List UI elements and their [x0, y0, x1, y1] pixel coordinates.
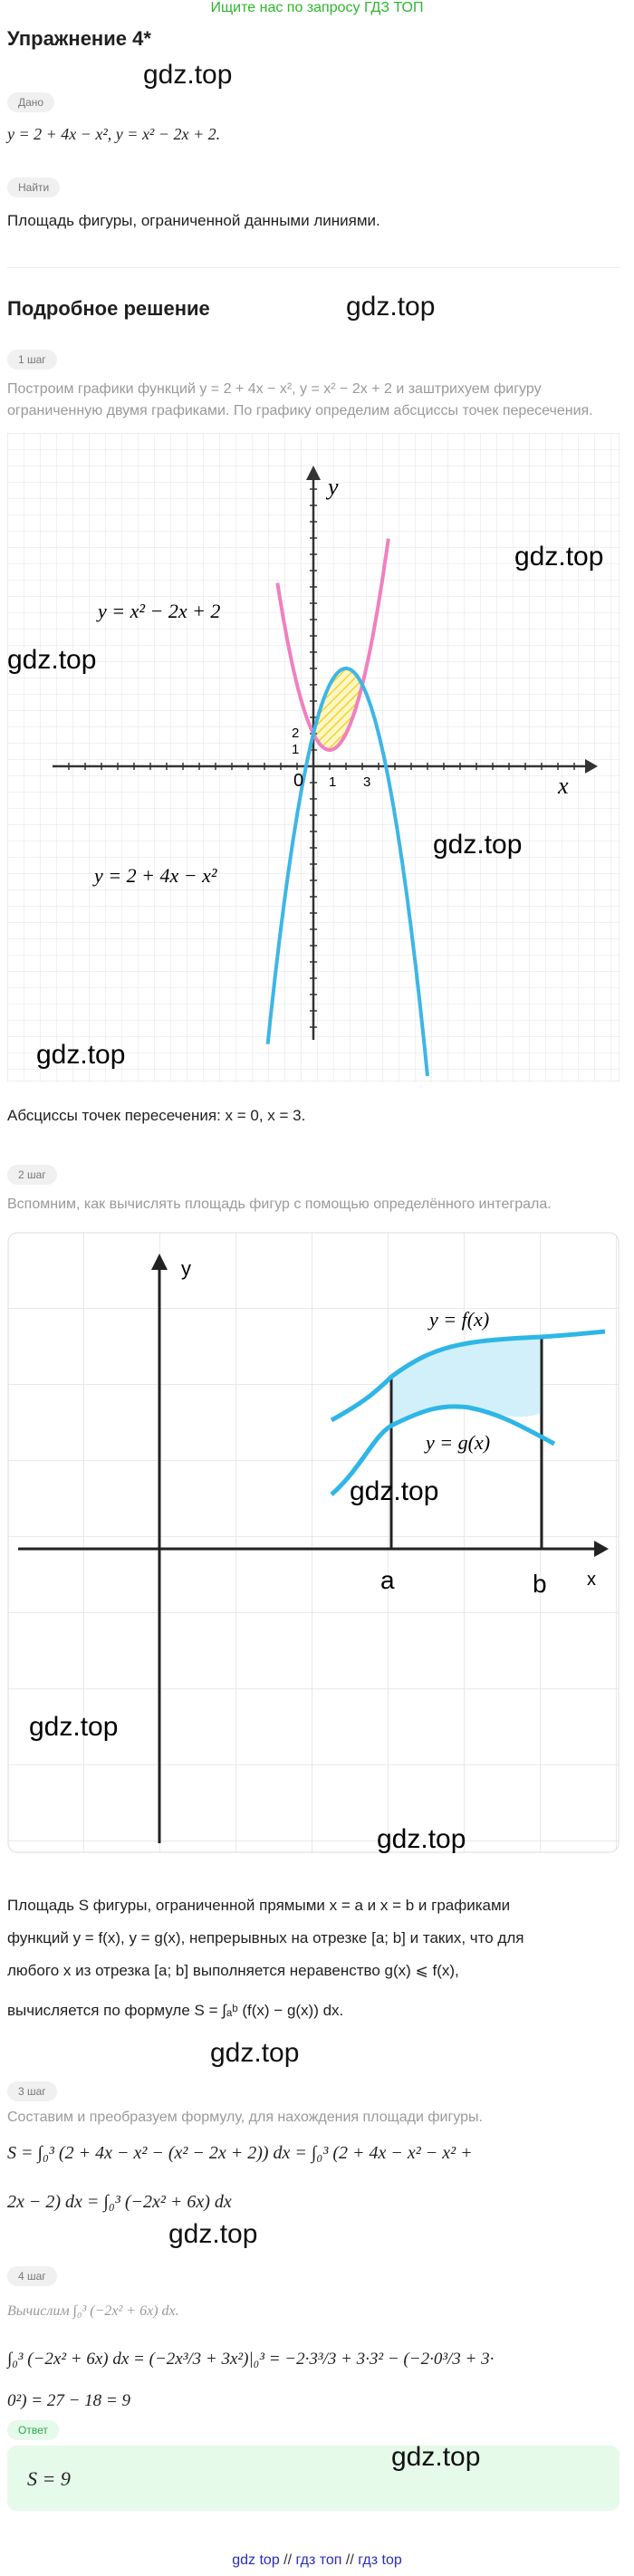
- watermark: gdz.top: [433, 830, 523, 860]
- footer-link-3[interactable]: гдз top: [358, 2552, 402, 2568]
- tick-label-1: 1: [329, 774, 337, 790]
- answer-value: S = 9: [27, 2467, 71, 2490]
- y-axis-label: y: [181, 1257, 191, 1280]
- step3-formula-1: S = ∫₀³ (2 + 4x − x² − (x² − 2x + 2)) dx = ∫₀³ (2 + 4x − x² − x² +: [7, 2143, 473, 2163]
- page-title: Упражнение 4*: [7, 27, 151, 50]
- label-a: a: [380, 1566, 395, 1594]
- step2-text: Вспомним, как вычислять площадь фигур с помощью определённого интеграла.: [7, 1197, 552, 1212]
- label-g: y = g(x): [426, 1431, 491, 1454]
- abscissas-text: Абсциссы точек пересечения: x = 0, x = 3.: [7, 1107, 306, 1124]
- label-b: b: [533, 1570, 547, 1598]
- step1-pill: 1 шаг: [7, 350, 57, 370]
- find-pill: Найти: [7, 178, 60, 197]
- answer-box: [7, 2446, 620, 2511]
- origin-label: 0: [293, 771, 304, 791]
- x-axis-label: x: [587, 1570, 596, 1590]
- solution-title: Подробное решение: [7, 297, 210, 320]
- footer-separator: //: [345, 2552, 354, 2568]
- theory-line-4: вычисляется по формуле S = ∫ₐᵇ (f(x) − g(x)) dx.: [7, 2002, 344, 2019]
- step3-text: Составим и преобразуем формулу, для нахождения площади фигуры.: [7, 2110, 483, 2125]
- footer-link-2[interactable]: гдз топ: [295, 2552, 342, 2568]
- watermark: gdz.top: [29, 1712, 119, 1742]
- footer-link-1[interactable]: gdz top: [232, 2552, 280, 2568]
- answer-pill: Ответ: [7, 2420, 59, 2440]
- top-banner[interactable]: Ищите нас по запросу ГДЗ ТОП: [210, 0, 424, 15]
- step4-pill: 4 шаг: [7, 2266, 57, 2286]
- y-tick-label-1: 1: [292, 742, 300, 757]
- graph-integral: [7, 1232, 620, 1853]
- y-axis-label: y: [328, 474, 339, 500]
- step1-text: Построим графики функций y = 2 + 4x − x², y = x² − 2x + 2 и заштрихуем фигуру ограниченную двумя графиками. По графику определим абсциссы точек пересечения.: [7, 381, 593, 418]
- step3-pill: 3 шаг: [7, 2081, 57, 2101]
- graph-parabolas: [7, 433, 620, 1081]
- watermark: gdz.top: [377, 1824, 466, 1853]
- theory-line-2: функций y = f(x), y = g(x), непрерывных на отрезке [a; b] и таких, что для: [7, 1929, 524, 1946]
- y-tick-label-2: 2: [292, 726, 300, 741]
- step3-formula-2: 2x − 2) dx = ∫₀³ (−2x² + 6x) dx: [7, 2192, 232, 2212]
- theory-line-3: любого x из отрезка [a; b] выполняется неравенство g(x) ⩽ f(x),: [7, 1962, 459, 1979]
- given-pill: Дано: [7, 92, 54, 112]
- find-text: Площадь фигуры, ограниченной данными линиями.: [7, 212, 380, 229]
- theory-line-1: Площадь S фигуры, ограниченной прямыми x = a и x = b и графиками: [7, 1897, 511, 1914]
- graph-grid: [8, 1233, 619, 1852]
- footer-links: [0, 2552, 634, 2569]
- step4-formula-2: 0²) = 27 − 18 = 9: [7, 2391, 130, 2410]
- watermark: gdz.top: [143, 60, 233, 90]
- label-parabola-f: y = x² − 2x + 2: [98, 600, 221, 622]
- watermark: gdz.top: [346, 292, 436, 322]
- given-equations: y = 2 + 4x − x², y = x² − 2x + 2.: [7, 125, 221, 143]
- watermark: gdz.top: [350, 1476, 439, 1506]
- watermark: gdz.top: [210, 2038, 300, 2068]
- x-axis-label: x: [558, 773, 569, 799]
- watermark: gdz.top: [36, 1040, 126, 1070]
- footer-separator: //: [283, 2552, 293, 2568]
- watermark: gdz.top: [514, 542, 604, 572]
- label-f: y = f(x): [429, 1308, 490, 1331]
- watermark: gdz.top: [7, 645, 97, 675]
- step4-formula-1: ∫₀³ (−2x² + 6x) dx = (−2x³/3 + 3x²)|₀³ = −2·3³/3 + 3·3² − (−2·0³/3 + 3·: [7, 2350, 495, 2369]
- watermark: gdz.top: [391, 2442, 481, 2472]
- step2-pill: 2 шаг: [7, 1165, 57, 1185]
- watermark: gdz.top: [168, 2219, 258, 2249]
- step4-text: Вычислим ∫₀³ (−2x² + 6x) dx.: [7, 2303, 179, 2319]
- tick-label-3: 3: [363, 774, 371, 790]
- divider: [7, 267, 620, 268]
- label-parabola-g: y = 2 + 4x − x²: [94, 864, 217, 887]
